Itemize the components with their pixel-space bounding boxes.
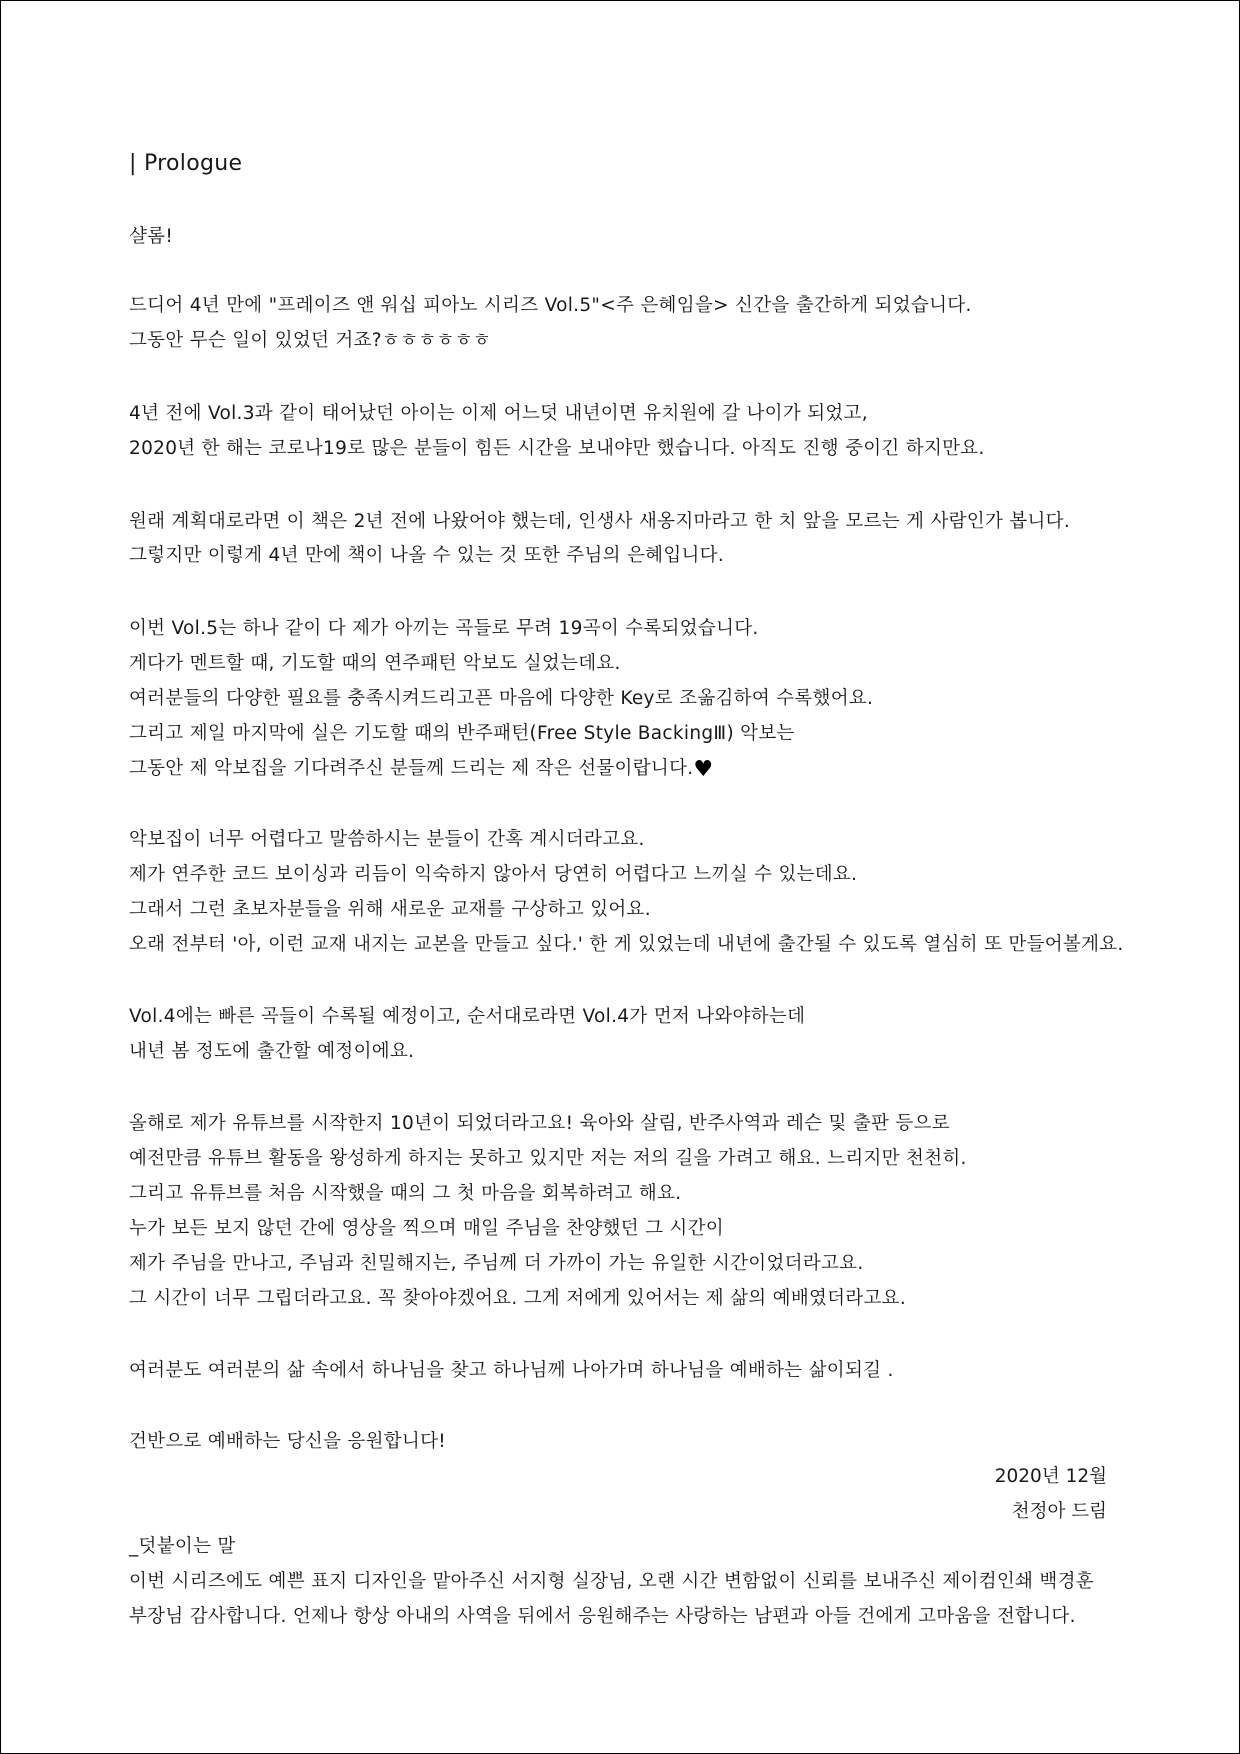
paragraph-line: 악보집이 너무 어렵다고 말씀하시는 분들이 간혹 계시더라고요. <box>129 829 645 850</box>
paragraph-line: 제가 주님을 만나고, 주님과 친밀해지는, 주님께 더 가까이 가는 유일한 시간이었더라고요. <box>129 1253 864 1274</box>
paragraph-line: 4년 전에 Vol.3과 같이 태어났던 아이는 이제 어느덧 내년이면 유치원에 갈 나이가 되었고, <box>129 403 868 424</box>
paragraph-line-with-heart <box>129 756 713 782</box>
postscript-line: 이번 시리즈에도 예쁜 표지 디자인을 맡아주신 서지형 실장님, 오랜 시간 변함없이 신뢰를 보내주신 제이컴인쇄 백경훈 <box>129 1571 1094 1592</box>
page-heading: | Prologue <box>129 151 243 176</box>
paragraph-line: 여러분도 여러분의 삶 속에서 하나님을 찾고 하나님께 나아가며 하나님을 예배하는 삶이되길 . <box>129 1360 894 1381</box>
paragraph-text: 그동안 제 악보집을 기다려주신 분들께 드리는 제 작은 선물이랍니다. <box>129 758 694 779</box>
date: 2020년 12월 <box>994 1466 1107 1487</box>
paragraph-line: 제가 연주한 코드 보이싱과 리듬이 익숙하지 않아서 당연히 어렵다고 느끼실 수 있는데요. <box>129 864 858 885</box>
paragraph-line: 예전만큼 유튜브 활동을 왕성하게 하지는 못하고 있지만 저는 저의 길을 가려고 해요. 느리지만 천천히. <box>129 1148 967 1169</box>
paragraph-line: 그래서 그런 초보자분들을 위해 새로운 교재를 구상하고 있어요. <box>129 899 651 920</box>
paragraph-line: 그 시간이 너무 그립더라고요. 꼭 찾아야겠어요. 그게 저에게 있어서는 제 삶의 예배였더라고요. <box>129 1288 907 1309</box>
paragraph-line: 드디어 4년 만에 "프레이즈 앤 워십 피아노 시리즈 Vol.5"<주 은혜임을> 신간을 출간하게 되었습니다. <box>129 295 972 316</box>
paragraph-line: 이번 Vol.5는 하나 같이 다 제가 아끼는 곡들로 무려 19곡이 수록되었습니다. <box>129 618 759 639</box>
paragraph-line: 그리고 제일 마지막에 실은 기도할 때의 반주패턴(Free Style BackingⅢ) 악보는 <box>129 723 795 744</box>
signature: 천정아 드림 <box>1011 1501 1107 1522</box>
paragraph-line: 오래 전부터 '아, 이런 교재 내지는 교본을 만들고 싶다.' 한 게 있었는데 내년에 출간될 수 있도록 열심히 또 만들어볼게요. <box>129 934 1124 955</box>
paragraph-line: 여러분들의 다양한 필요를 충족시켜드리고픈 마음에 다양한 Key로 조옮김하여 수록했어요. <box>129 688 874 709</box>
paragraph-line: 원래 계획대로라면 이 책은 2년 전에 나왔어야 했는데, 인생사 새옹지마라고 한 치 앞을 모르는 게 사람인가 봅니다. <box>129 511 1071 532</box>
paragraph-line: 올해로 제가 유튜브를 시작한지 10년이 되었더라고요! 육아와 살림, 반주사역과 레슨 및 출판 등으로 <box>129 1113 950 1134</box>
greeting: 샬롬! <box>129 226 174 247</box>
postscript-line: 부장님 감사합니다. 언제나 항상 아내의 사역을 뒤에서 응원해주는 사랑하는 남편과 아들 건에게 고마움을 전합니다. <box>129 1606 1076 1627</box>
closing-line: 건반으로 예배하는 당신을 응원합니다! <box>129 1431 446 1452</box>
paragraph-line: 그렇지만 이렇게 4년 만에 책이 나올 수 있는 것 또한 주님의 은혜입니다. <box>129 545 725 566</box>
paragraph-line: Vol.4에는 빠른 곡들이 수록될 예정이고, 순서대로라면 Vol.4가 먼저 나와야하는데 <box>129 1006 806 1027</box>
paragraph-line: 내년 봄 정도에 출간할 예정이에요. <box>129 1041 415 1062</box>
paragraph-line: 2020년 한 해는 코로나19로 많은 분들이 힘든 시간을 보내야만 했습니다. 아직도 진행 중이긴 하지만요. <box>129 438 985 459</box>
paragraph-line: 그동안 무슨 일이 있었던 거죠?ㅎㅎㅎㅎㅎㅎ <box>129 330 491 351</box>
paragraph-line: 게다가 멘트할 때, 기도할 때의 연주패턴 악보도 실었는데요. <box>129 653 621 674</box>
heart-icon: ♥ <box>693 757 714 782</box>
paragraph-line: 그리고 유튜브를 처음 시작했을 때의 그 첫 마음을 회복하려고 해요. <box>129 1183 682 1204</box>
postscript-title: _덧붙이는 말 <box>129 1536 236 1557</box>
paragraph-line: 누가 보든 보지 않던 간에 영상을 찍으며 매일 주님을 찬양했던 그 시간이 <box>129 1218 724 1239</box>
